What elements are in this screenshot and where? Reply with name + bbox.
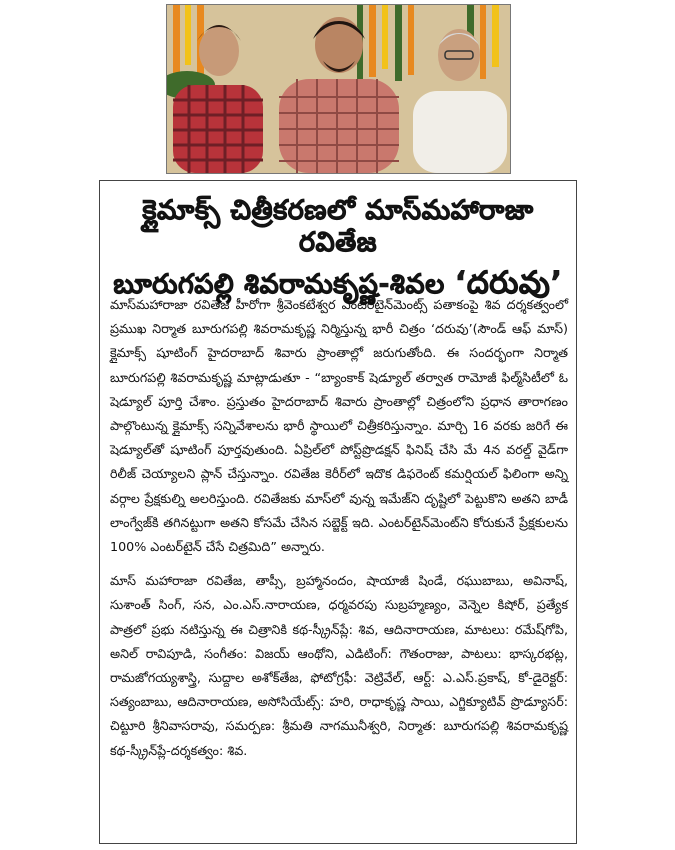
article-paragraph-2: మాస్ మహారాజా రవితేజ, తాప్సీ, బ్రహ్మానందం, షాయాజీ షిండే, రఘుబాబు, అవినాష్, సుశాంత్ సింగ్, సన, ఎం.ఎస్.నారాయణ, ధర్మవరపు సుబ్రహ్మణ్యం, వెన్నెల కిషోర్, ప్రత్యేక పాత్రలో ప్రభు నటిస్తున్న ఈ చిత్రానికి కథ-స్క్రీన్‌ప్లే: శివ, ఆదినారాయణ, మాటలు: రమేష్‌గోపి, అనిల్ రావిపూడి, సంగీతం: విజయ్ ఆంథోని, ఎడిటింగ్: గౌతంరాజు, పాటలు: భాస్కరభట్ల, రామజోగయ్యశాస్త్రి, సుద్దాల అశోక్‌తేజ, ఫోటోగ్రఫీ: వెట్రివేల్, ఆర్ట్: ఎ.ఎస్.ప్రకాష్, కో-డైరెక్టర్: సత్యంబాబు, ఆదినారాయణ, అసోసియేట్స్: హరి, రాధాకృష్ణ సాయి, ఎగ్జిక్యూటివ్ ప్రొడ్యూసర్: చిట్టూరి శ్రీనివాసరావు, సమర్పణ: శ్రీమతి నాగమునీశ్వరి, నిర్మాత: బూరుగపల్లి శివరామకృష్ణ కథ-స్క్రీన్‌ప్లే-దర్శకత్వం: శివ. (110, 573, 568, 758)
event-photo (166, 4, 511, 174)
headline-line-2-main: బూరుగపల్లి శివరామకృష్ణ-శివల (113, 268, 455, 300)
photo-illustration (167, 5, 510, 173)
article-headline (100, 195, 576, 301)
article-paragraph-1: మాస్‌మహారాజా రవితేజ హీరోగా శ్రీవెంకటేశ్వర ఎంటర్‌టైన్‌మెంట్స్ పతాకంపై శివ దర్శకత్వంలో ప్రముఖ నిర్మాత బూరుగపల్లి శివరామకృష్ణ నిర్మిస్తున్న భారీ చిత్రం ‘దరువు’(సౌండ్ ఆఫ్ మాస్) క్లైమాక్స్ షూటింగ్ హైదరాబాద్ శివారు ప్రాంతాల్లో జరుగుతోంది. ఈ సందర్భంగా నిర్మాత బూరుగపల్లి శివరామకృష్ణ మాట్లాడుతూ - “బ్యాంకాక్ షెడ్యూల్ తర్వాత రామోజీ ఫిల్మ్‌సిటీలో ఓ షెడ్యూల్ పూర్తి చేశాం. ప్రస్తుతం హైదరాబాద్ శివారు ప్రాంతాల్లో చిత్రంలోని ప్రధాన తారాగణం పాల్గొంటున్న క్లైమాక్స్ సన్నివేశాలను భారీ స్థాయిలో చిత్రీకరిస్తున్నాం. మార్చి 16 వరకు జరిగే ఈ షెడ్యూల్‌తో షూటింగ్ పూర్తవుతుంది. ఏప్రిల్‌లో పోస్ట్‌ప్రొడక్షన్ ఫినిష్ చేసి మే 4న వరల్డ్ వైడ్‌గా రిలీజ్ చెయ్యాలని ప్లాన్ చేస్తున్నాం. రవితేజ కెరీర్‌లో ఇదొక డిఫరెంట్ కమర్షియల్ ఫిలింగా అన్ని వర్గాల ప్రేక్షకుల్ని అలరిస్తుంది. రవితేజకు మాస్‌లో వున్న ఇమేజ్‌ని దృష్టిలో పెట్టుకొని అతని బాడీ లాంగ్వేజ్‌కి తగినట్టుగా అతని కోసమే చేసిన సబ్జెక్ట్ ఇది. ఎంటర్‌టైన్‌మెంట్‌ని కోరుకునే ప్రేక్షకులను 100% ఎంటర్‌టైన్ చేసే చిత్రమిది” అన్నారు. (110, 297, 568, 555)
movie-title: ‘దరువు’ (454, 264, 563, 301)
article-body (110, 293, 568, 773)
headline-line-1: క్లైమాక్స్ చిత్రీకరణలో మాస్‌మహారాజా రవితేజ (142, 195, 534, 258)
news-article (99, 180, 577, 844)
